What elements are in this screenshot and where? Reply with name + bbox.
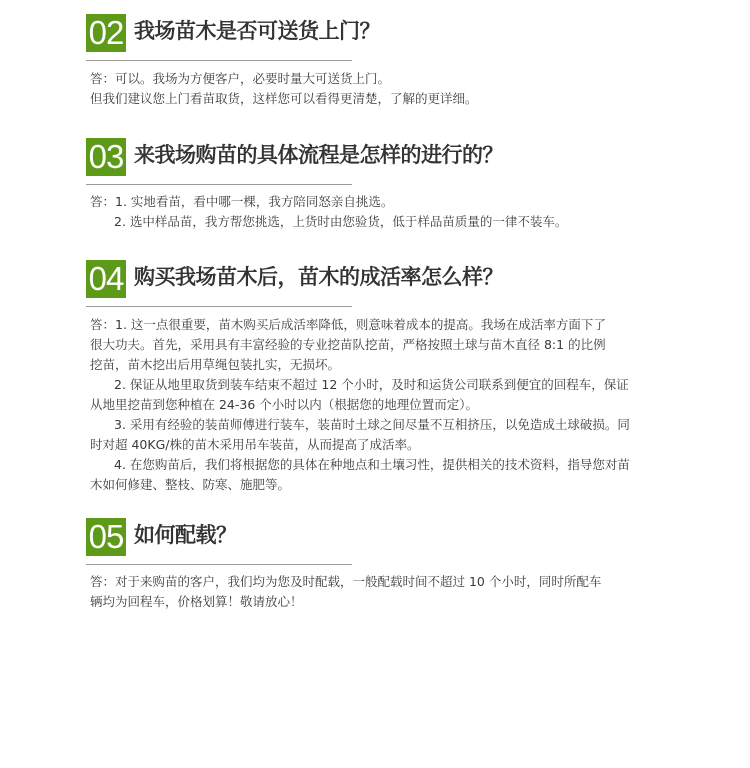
section-number-badge: 05: [86, 518, 126, 556]
section-divider: [86, 564, 352, 565]
answer-line: 3. 采用有经验的装苗师傅进行装车，装苗时土球之间尽量不互相挤压，以免造成土球破损。同: [114, 417, 630, 432]
answer-line: 时对超 40KG/株的苗木采用吊车装苗，从而提高了成活率。: [90, 437, 420, 452]
answer-line: 4. 在您购苗后，我们将根据您的具体在种地点和土壤习性，提供相关的技术资料，指导您对苗: [114, 457, 630, 472]
section-answer: [90, 315, 650, 495]
answer-line: 辆均为回程车，价格划算！敬请放心！: [90, 594, 303, 609]
section-question: 购买我场苗木后，苗木的成活率怎么样？: [134, 265, 503, 289]
answer-line: 很大功夫。首先，采用具有丰富经验的专业挖苗队挖苗，严格按照土球与苗木直径 8:1 的比例: [90, 337, 606, 352]
section-number-badge: 04: [86, 260, 126, 298]
answer-line: 挖苗，苗木挖出后用草绳包装扎实，无损坏。: [90, 357, 341, 372]
answer-line: 答：对于来购苗的客户，我们均为您及时配载，一般配载时间不超过 10 个小时，同时所配车: [90, 574, 602, 589]
section-number-badge: 03: [86, 138, 126, 176]
section-divider: [86, 184, 352, 185]
section-divider: [86, 306, 352, 307]
answer-line: 但我们建议您上门看苗取货，这样您可以看得更清楚，了解的更详细。: [90, 91, 478, 106]
answer-line: 2. 选中样品苗，我方帮您挑选，上货时由您验货，低于样品苗质量的一律不装车。: [114, 214, 568, 229]
section-answer: [90, 572, 650, 612]
answer-line: 从地里挖苗到您种植在 24-36 个小时以内（根据您的地理位置而定）。: [90, 397, 479, 412]
section-question: 如何配载？: [134, 523, 237, 547]
section-answer: [90, 69, 650, 109]
section-number-badge: 02: [86, 14, 126, 52]
section-question: 我场苗木是否可送货上门？: [134, 19, 380, 43]
section-divider: [86, 60, 352, 61]
answer-line: 答：可以。我场为方便客户，必要时量大可送货上门。: [90, 71, 391, 86]
answer-line: 答：1. 实地看苗，看中哪一棵，我方陪同怒亲自挑选。: [90, 194, 394, 209]
section-question: 来我场购苗的具体流程是怎样的进行的？: [134, 143, 503, 167]
answer-line: 2. 保证从地里取货到装车结束不超过 12 个小时，及时和运货公司联系到便宜的回程车，保证: [114, 377, 629, 392]
answer-line: 木如何修建、整枝、防寒、施肥等。: [90, 477, 291, 492]
section-answer: [90, 192, 650, 232]
answer-line: 答：1. 这一点很重要，苗木购买后成活率降低，则意味着成本的提高。我场在成活率方面下了: [90, 317, 606, 332]
